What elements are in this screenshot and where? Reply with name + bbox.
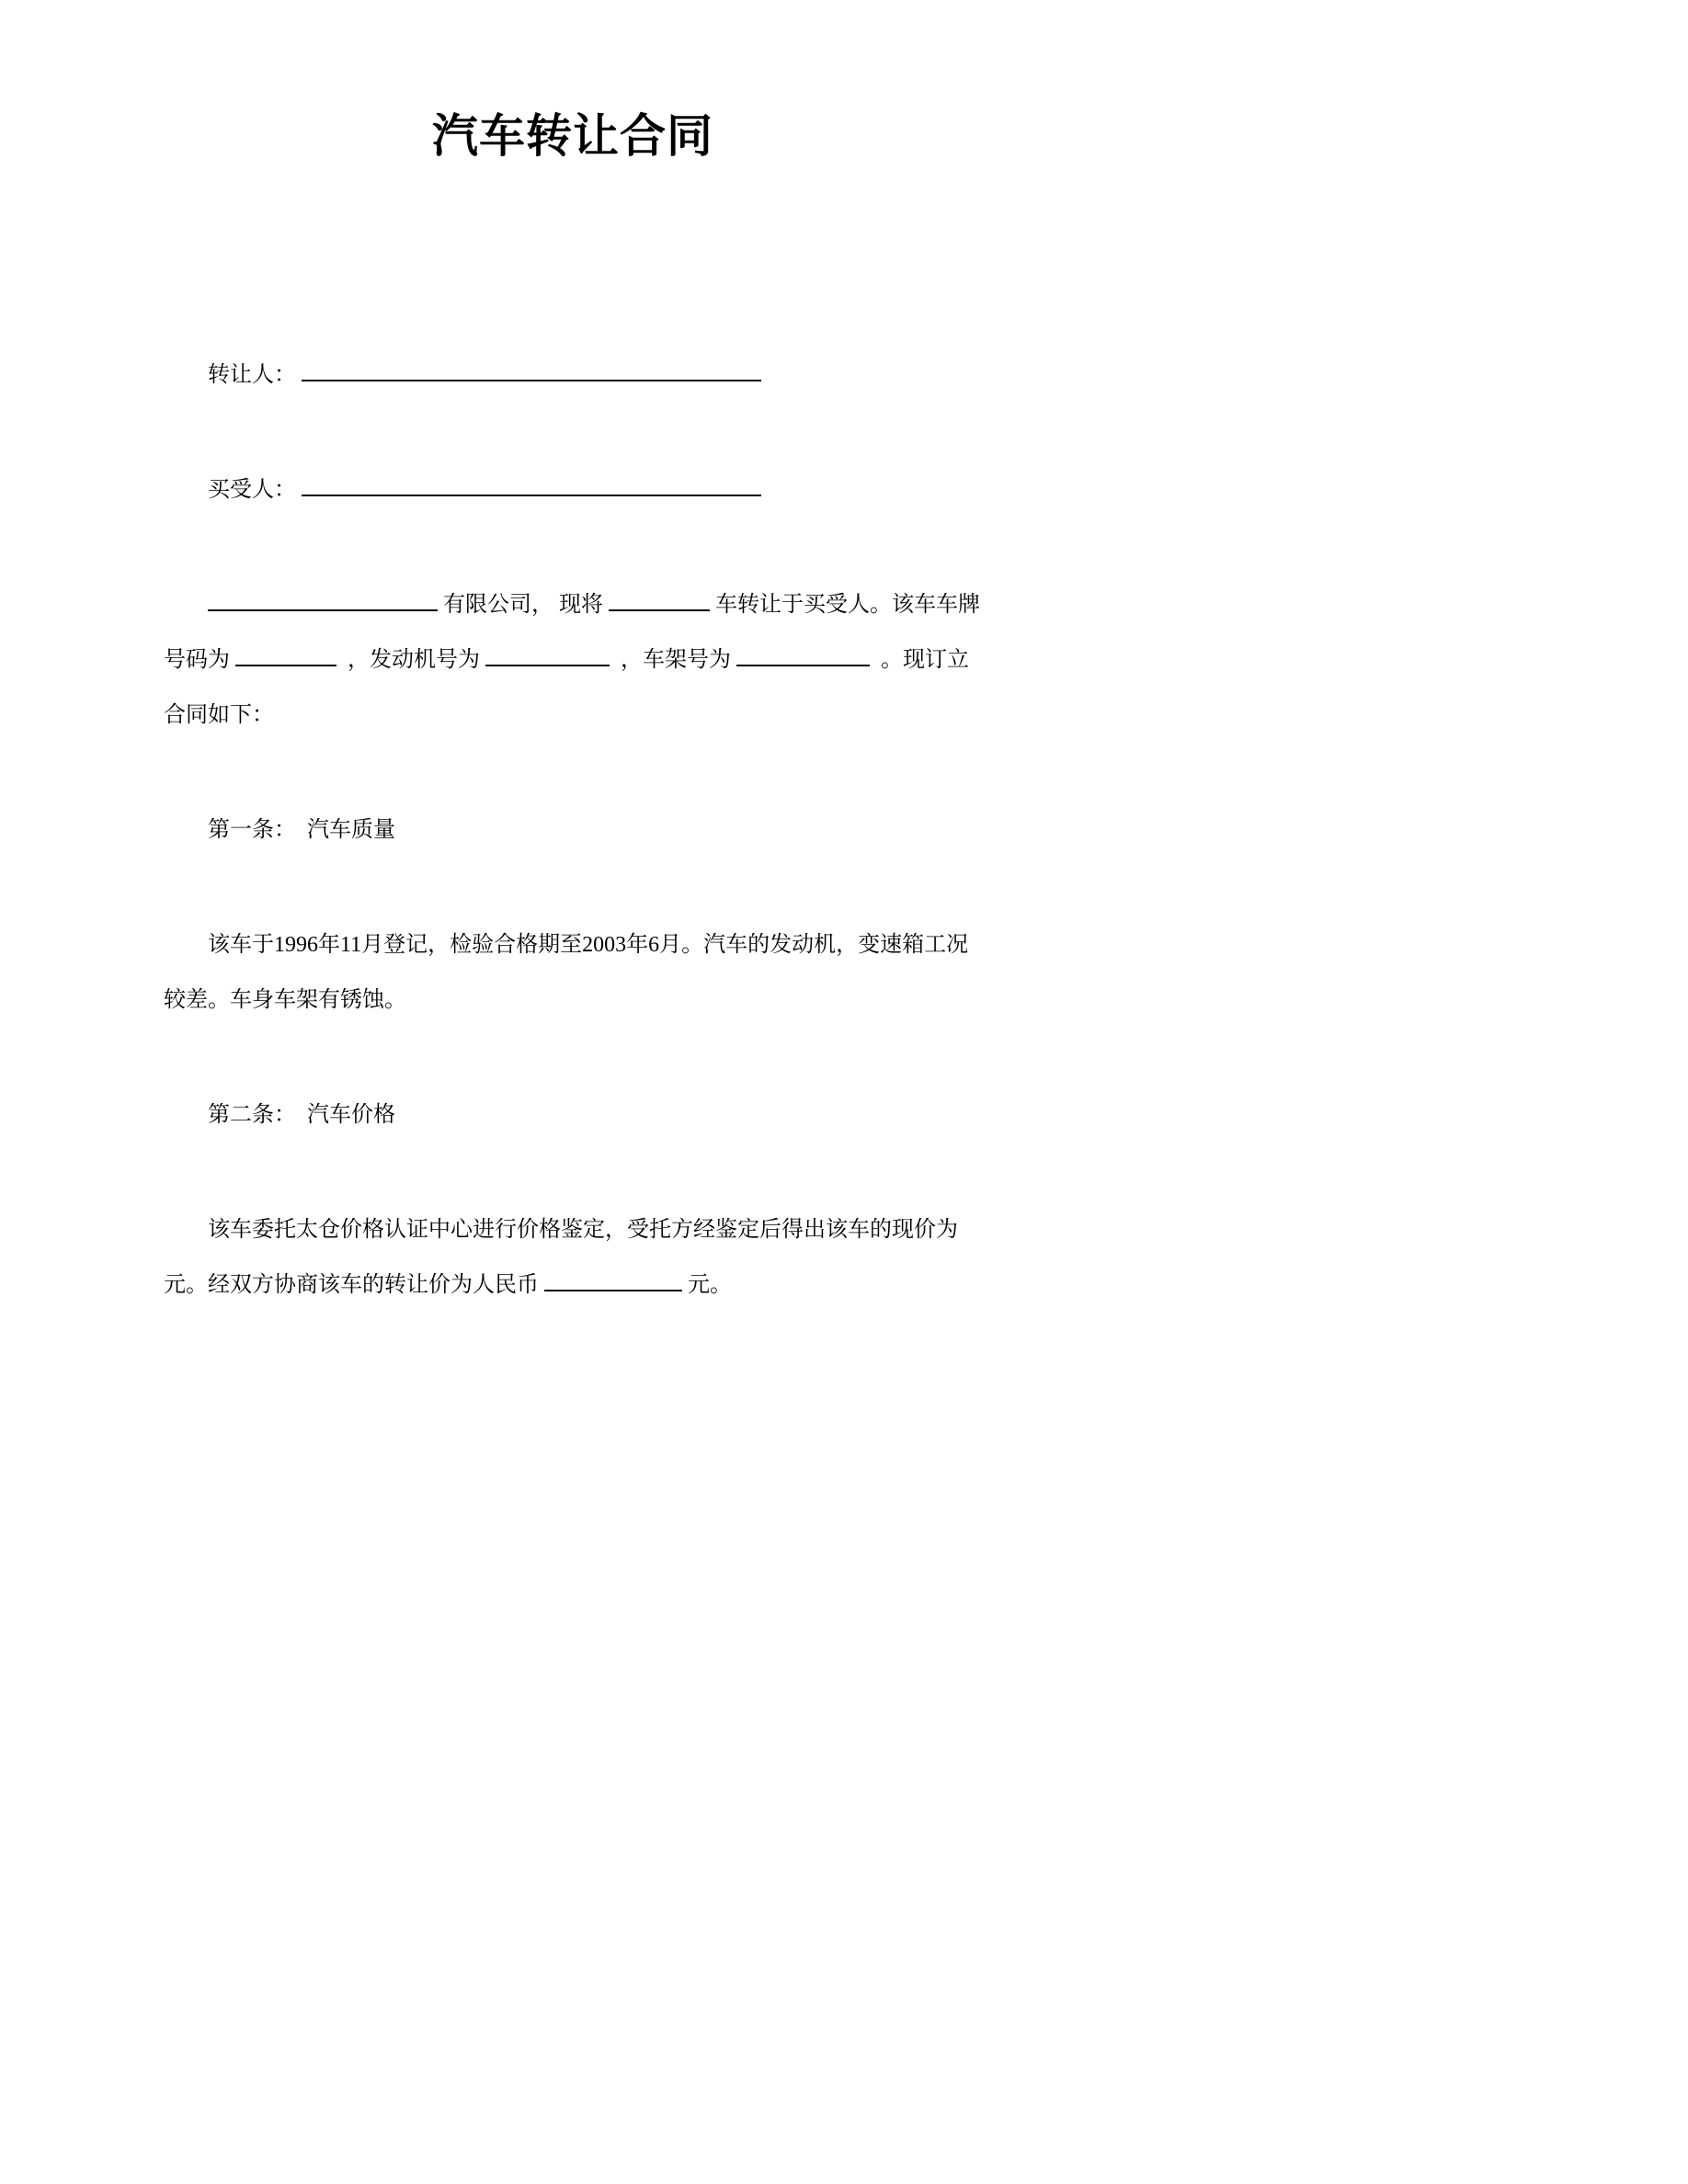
article1-body-text: 该车于1996年11月登记，检验合格期至2003年6月。汽车的发动机，变速箱工况较差。车身车架有锈蚀。 [164, 933, 969, 1012]
contract-title: 汽车转让合同 [432, 109, 713, 163]
article2-body-end: 元。 [688, 1273, 732, 1297]
intro-text-frame: ，车架号为 [615, 648, 731, 672]
company-name-blank-field [208, 582, 438, 611]
article1-body [164, 917, 982, 1028]
transferee-line [164, 462, 982, 518]
transferee-label: 买受人： [208, 478, 296, 502]
article2-body [164, 1202, 982, 1313]
transferor-line [164, 347, 982, 403]
vehicle-blank-field [609, 582, 710, 611]
intro-paragraph [164, 577, 982, 743]
frame-number-blank-field [736, 637, 870, 666]
plate-number-blank-field [235, 637, 336, 666]
price-blank-field [544, 1262, 682, 1291]
article2-heading [164, 1087, 982, 1143]
transferee-blank-field [302, 467, 761, 496]
intro-text-closing: 。现订立合同如下： [164, 648, 969, 727]
engine-number-blank-field [485, 637, 610, 666]
contract-document [164, 0, 982, 1313]
intro-text-company: 有限公司， 现将 [443, 593, 603, 617]
transferor-blank-field [302, 352, 761, 381]
transferor-label: 转让人： [208, 363, 296, 387]
intro-text-engine: ，发动机号为 [342, 648, 480, 672]
article2-heading-text: 第二条： 汽车价格 [208, 1103, 395, 1127]
intro-text-plate: 车转让于买受人。该车车牌号码为 [164, 593, 980, 672]
article2-body-text: 该车委托太仓价格认证中心进行价格鉴定，受托方经鉴定后得出该车的现价为元。经双方协商该车的转让价为人民币 [164, 1218, 958, 1297]
article1-heading [164, 802, 982, 858]
article1-heading-text: 第一条： 汽车质量 [208, 818, 395, 842]
